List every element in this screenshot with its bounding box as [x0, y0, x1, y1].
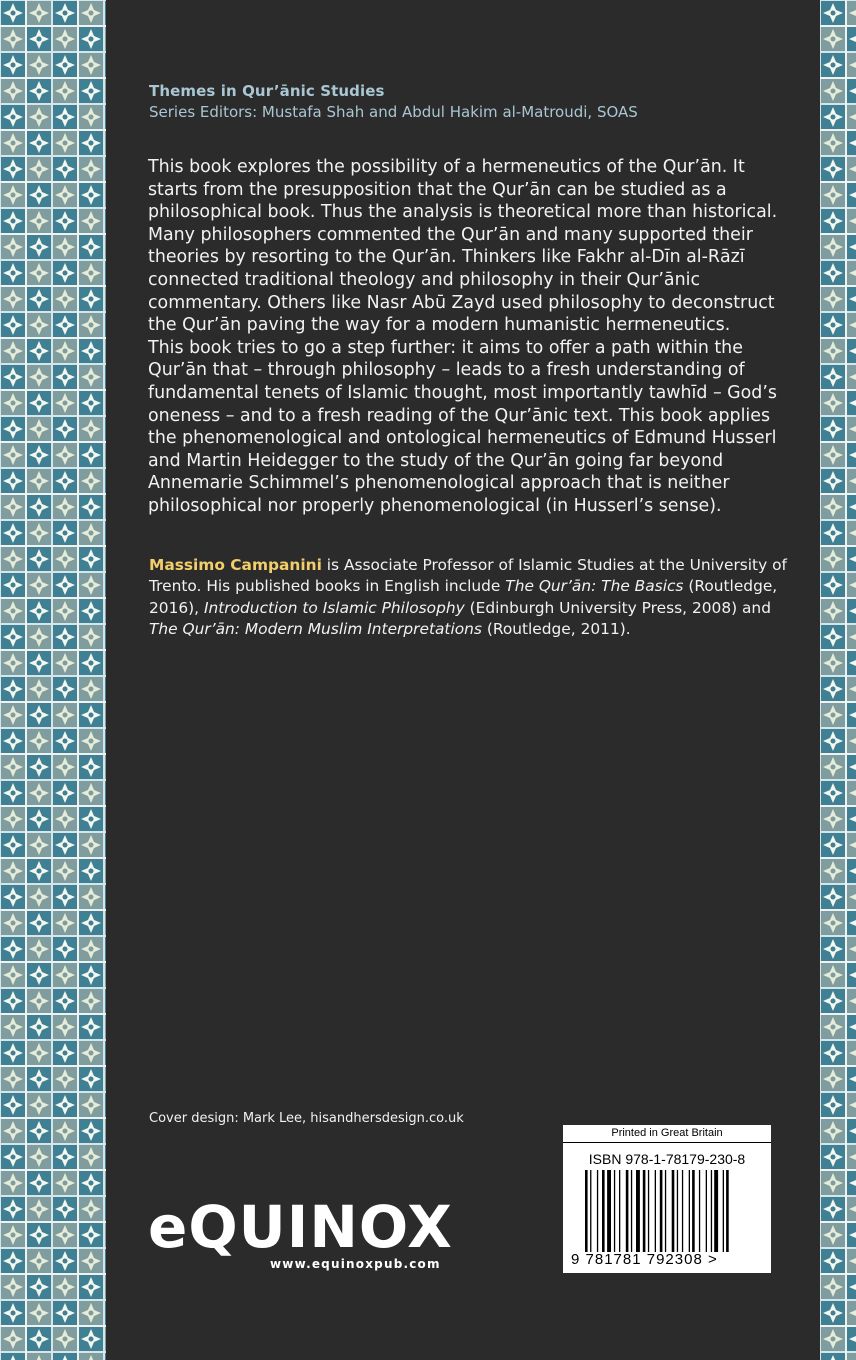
tile-pattern-icon	[0, 0, 106, 1360]
decorative-pattern-border-left	[0, 0, 106, 1360]
barcode-box	[563, 1125, 771, 1273]
publisher-name: eQUINOX	[148, 1193, 453, 1261]
bio-text-2: (Routledge, 2016),	[149, 577, 778, 617]
bio-text-4: (Routledge, 2011).	[481, 619, 631, 638]
author-bio	[149, 555, 789, 640]
book-title-3: The Qur’ān: Modern Muslim Interpretations	[149, 619, 482, 638]
publisher-logo	[148, 1193, 468, 1276]
decorative-pattern-border-right	[820, 0, 856, 1360]
bio-text-3: (Edinburgh University Press, 2008) and	[464, 598, 771, 617]
description-paragraph-2: This book tries to go a step further: it aims to offer a path within the Qur’ān that – through philosophy – leads to a fresh understanding of fundamental tenets of Islamic thought, most importantly tawhīd – God’s oneness – and to a fresh reading of the Qur’ānic text. This book applies the phenomenological and ontological hermeneutics of Edmund Husserl and Martin Heidegger to the study of the Qur’ān going far beyond Annemarie Schimmel’s phenomenological approach that is neither philosophical nor properly phenomenological (in Husserl’s sense).	[148, 337, 777, 516]
tile-pattern-icon	[820, 0, 856, 1360]
book-description	[148, 156, 784, 518]
printed-in-label: Printed in Great Britain	[563, 1125, 771, 1143]
book-title-1: The Qur’ān: The Basics	[505, 577, 684, 596]
series-title: Themes in Qur’ānic Studies	[149, 82, 385, 100]
author-name: Massimo Campanini	[149, 556, 322, 574]
book-title-2: Introduction to Islamic Philosophy	[203, 598, 465, 617]
series-editors: Series Editors: Mustafa Shah and Abdul Hakim al-Matroudi, SOAS	[149, 103, 638, 121]
publisher-url: www.equinoxpub.com	[270, 1257, 441, 1271]
bio-text-1: is Associate Professor of Islamic Studies at the University of Trento. His published books in English include	[149, 556, 787, 596]
barcode-digits: 9 781781 792308 >	[571, 1251, 718, 1268]
barcode-icon	[585, 1170, 755, 1252]
cover-design-credit: Cover design: Mark Lee, hisandhersdesign.co.uk	[149, 1111, 464, 1126]
description-paragraph-1: This book explores the possibility of a hermeneutics of the Qur’ān. It starts from the presupposition that the Qur’ān can be studied as a philosophical book. Thus the analysis is theoretical more than historical. Many philosophers commented the Qur’ān and many supported their theories by resorting to the Qur’ān. Thinkers like Fakhr al-Dīn al-Rāzī connected traditional theology and philosophy in their Qur’ānic commentary. Others like Nasr Abū Zayd used philosophy to deconstruct the Qur’ān paving the way for a modern humanistic hermeneutics.	[148, 157, 778, 336]
isbn-label: ISBN 978-1-78179-230-8	[588, 1151, 746, 1167]
